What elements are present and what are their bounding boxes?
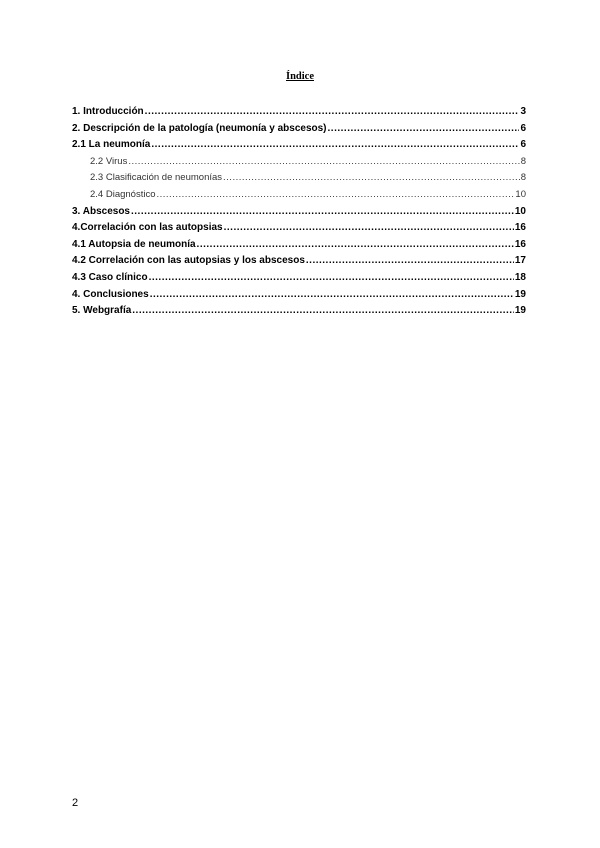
toc-entry-label: 2. Descripción de la patología (neumonía y abscesos) [72, 122, 327, 134]
toc-entry-label: 2.2 Virus [90, 155, 128, 167]
toc-entry-page: 16 [514, 222, 526, 234]
toc-entry-page: 6 [520, 122, 526, 134]
toc-entry-label: 4.3 Caso clínico [72, 271, 148, 283]
toc-entry[interactable] [72, 137, 526, 154]
toc-entry-label: 2.1 La neumonía [72, 139, 151, 151]
toc-entry-label: 4.Correlación con las autopsias [72, 222, 223, 234]
toc-entry-label: 4.1 Autopsia de neumonía [72, 238, 196, 250]
toc-dot-leader [149, 270, 514, 287]
toc-dot-leader [132, 303, 514, 320]
toc-dot-leader [328, 121, 520, 138]
toc-entry-label: 4.2 Correlación con las autopsias y los abscesos [72, 255, 305, 267]
toc-subentry[interactable] [72, 170, 526, 187]
table-of-contents [72, 104, 526, 320]
toc-entry-page: 19 [514, 305, 526, 317]
toc-entry[interactable] [72, 104, 526, 121]
toc-dot-leader [197, 237, 514, 254]
toc-entry-page: 10 [514, 205, 526, 217]
toc-entry-page: 6 [520, 139, 526, 151]
toc-entry[interactable] [72, 287, 526, 304]
toc-entry-label: 1. Introducción [72, 106, 144, 117]
toc-entry[interactable] [72, 253, 526, 270]
toc-dot-leader [156, 187, 514, 204]
toc-dot-leader [145, 104, 520, 121]
toc-entry-page: 19 [514, 288, 526, 300]
toc-dot-leader [151, 137, 519, 154]
toc-entry[interactable] [72, 220, 526, 237]
toc-dot-leader [224, 220, 514, 237]
toc-entry-page: 10 [515, 188, 526, 200]
toc-entry[interactable] [72, 270, 526, 287]
toc-entry-page: 8 [520, 155, 526, 167]
toc-entry-label: 4. Conclusiones [72, 288, 149, 300]
toc-entry[interactable] [72, 303, 526, 320]
page-number: 2 [72, 797, 79, 809]
page-title: Índice [285, 71, 314, 82]
toc-entry-label: 2.3 Clasificación de neumonías [90, 172, 223, 184]
toc-entry-label: 3. Abscesos [72, 205, 130, 217]
toc-subentry[interactable] [72, 154, 526, 171]
toc-entry-page: 16 [514, 238, 526, 250]
toc-dot-leader [306, 253, 514, 270]
toc-dot-leader [223, 170, 520, 187]
toc-entry-page: 17 [514, 255, 526, 267]
toc-dot-leader [131, 204, 514, 221]
toc-subentry[interactable] [72, 187, 526, 204]
toc-entry[interactable] [72, 204, 526, 221]
toc-entry-label: 5. Webgrafía [72, 305, 132, 317]
toc-dot-leader [150, 287, 514, 304]
toc-entry-page: 8 [520, 172, 526, 184]
toc-entry-page: 3 [520, 106, 526, 117]
toc-entry[interactable] [72, 237, 526, 254]
toc-entry-page: 18 [514, 271, 526, 283]
toc-entry[interactable] [72, 121, 526, 138]
toc-entry-label: 2.4 Diagnóstico [90, 188, 156, 200]
toc-dot-leader [128, 154, 519, 171]
